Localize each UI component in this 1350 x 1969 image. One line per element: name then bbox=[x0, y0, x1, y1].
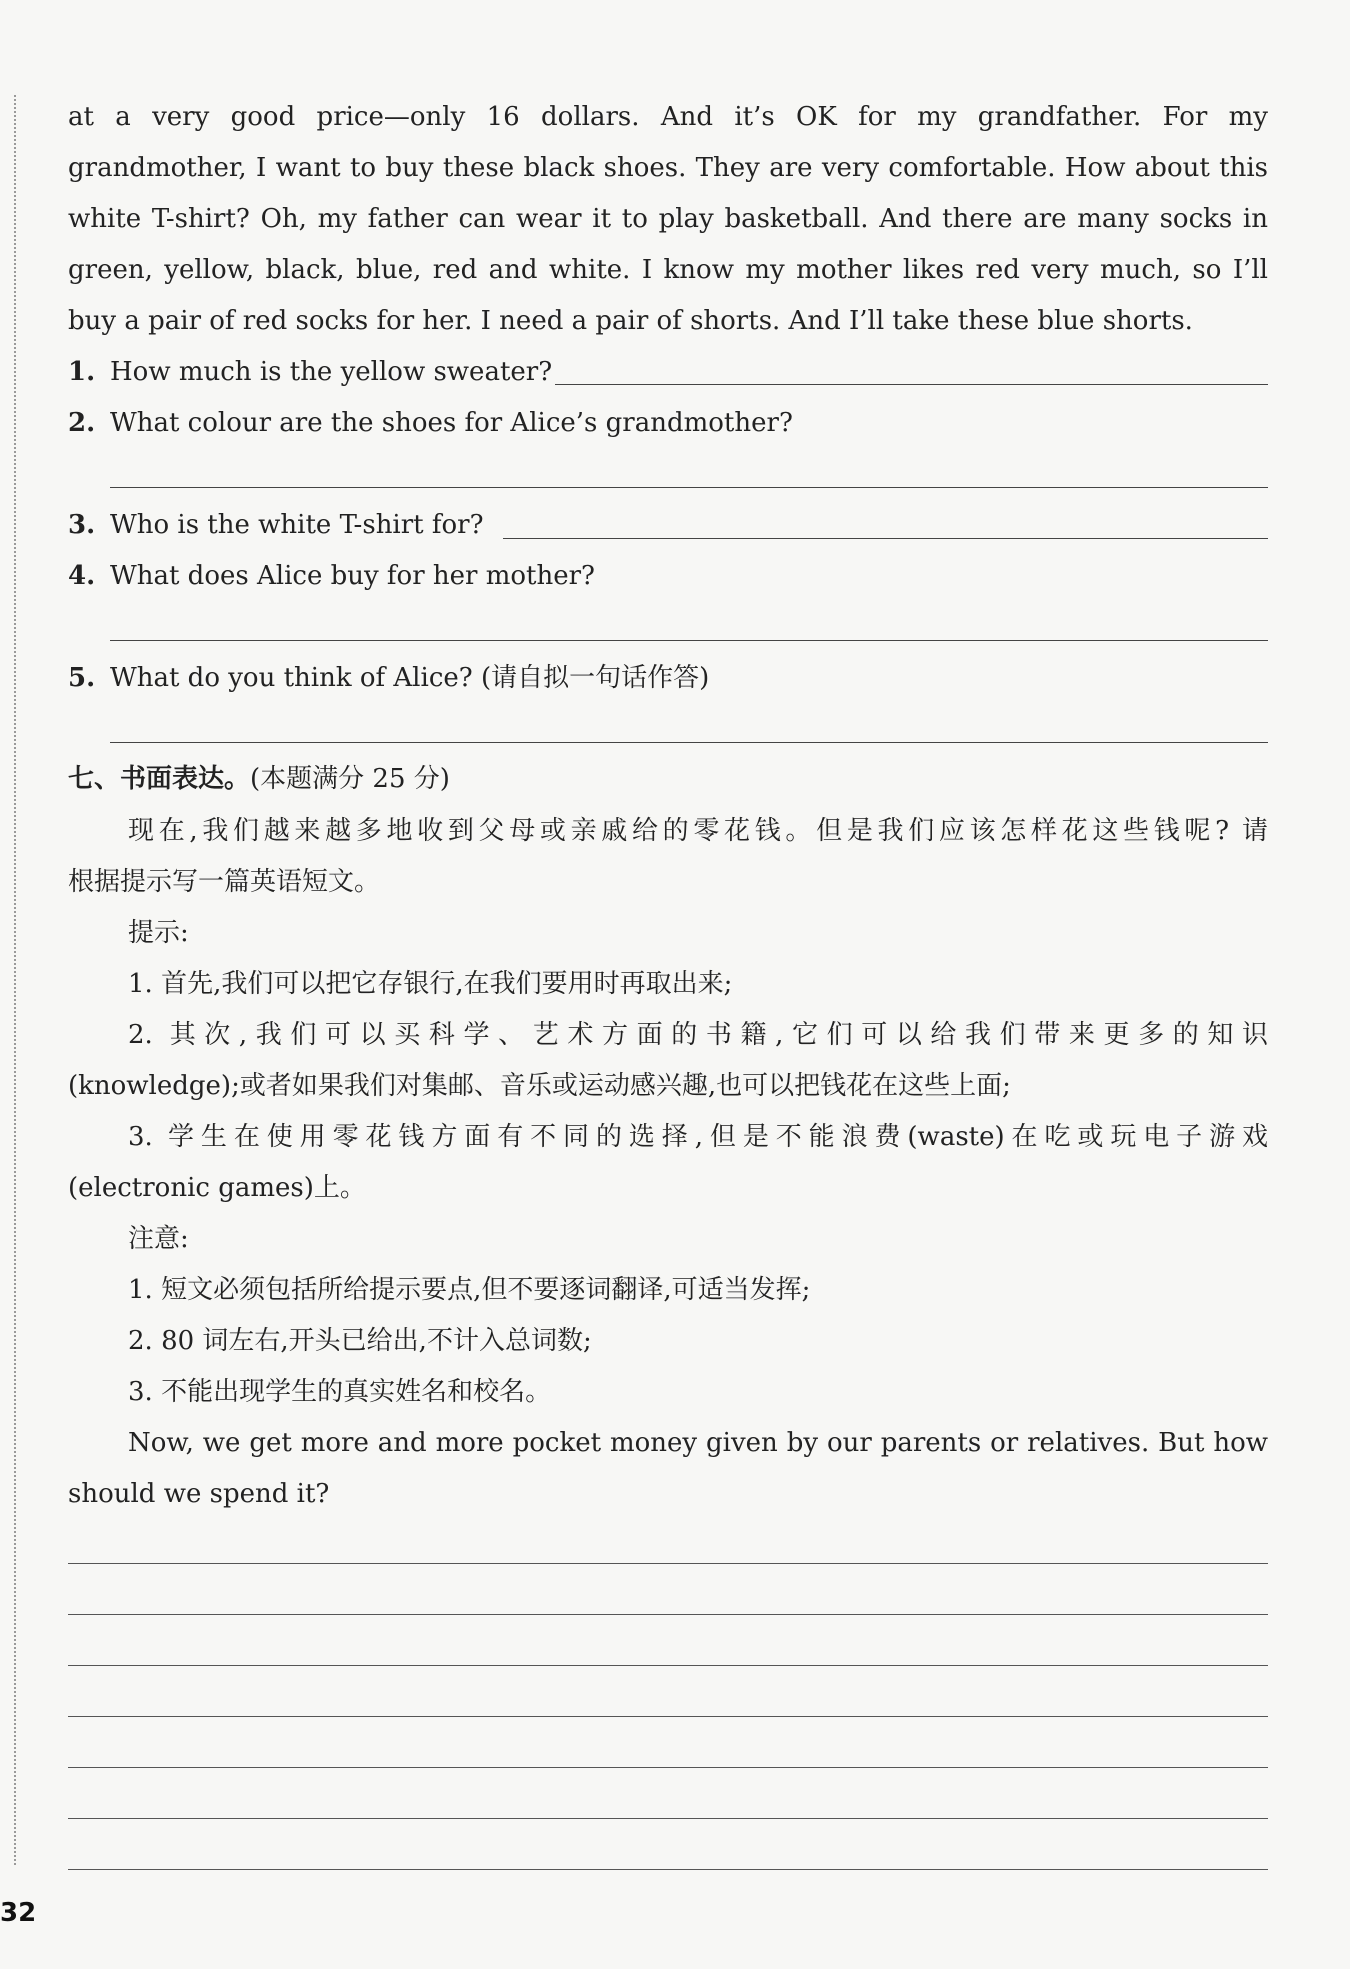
writing-line[interactable] bbox=[68, 1716, 1268, 1717]
question-3 bbox=[68, 500, 1268, 551]
hint-2a: 2. 其次,我们可以买科学、艺术方面的书籍,它们可以给我们带来更多的知识 bbox=[128, 1020, 1268, 1050]
note-3: 3. 不能出现学生的真实姓名和校名。 bbox=[128, 1377, 552, 1407]
page-number: 32 bbox=[0, 1898, 37, 1928]
opening-line-1: Now, we get more and more pocket money given by our parents or relatives. But how bbox=[128, 1428, 1268, 1458]
section-title: 七、书面表达。 bbox=[68, 764, 251, 794]
passage-line-1: at a very good price—only 16 dollars. And it’s OK for my grandfather. For my bbox=[68, 102, 1268, 132]
writing-line[interactable] bbox=[68, 1614, 1268, 1615]
note-1: 1. 短文必须包括所给提示要点,但不要逐词翻译,可适当发挥; bbox=[128, 1275, 811, 1305]
answer-line-3[interactable] bbox=[503, 538, 1268, 539]
question-text: What colour are the shoes for Alice’s grandmother? bbox=[110, 408, 793, 438]
writing-intro-1: 现在,我们越来越多地收到父母或亲戚给的零花钱。但是我们应该怎样花这些钱呢? 请 bbox=[128, 816, 1268, 846]
question-number: 1. bbox=[68, 357, 96, 387]
question-1 bbox=[68, 347, 1268, 398]
hints-label: 提示: bbox=[128, 918, 189, 948]
writing-line[interactable] bbox=[68, 1665, 1268, 1666]
answer-line-5[interactable] bbox=[110, 742, 1268, 743]
hint-2b: (knowledge);或者如果我们对集邮、音乐或运动感兴趣,也可以把钱花在这些上面; bbox=[68, 1071, 1011, 1101]
question-4 bbox=[68, 551, 1268, 602]
writing-line[interactable] bbox=[68, 1563, 1268, 1564]
note-2: 2. 80 词左右,开头已给出,不计入总词数; bbox=[128, 1326, 592, 1356]
question-number: 2. bbox=[68, 408, 96, 438]
question-number: 3. bbox=[68, 510, 96, 540]
passage-line-3: white T-shirt? Oh, my father can wear it to play basketball. And there are many socks in bbox=[68, 204, 1268, 234]
binding-margin bbox=[14, 95, 16, 1865]
question-2 bbox=[68, 398, 1268, 449]
question-number: 5. bbox=[68, 663, 96, 693]
writing-line[interactable] bbox=[68, 1869, 1268, 1870]
passage-line-5: buy a pair of red socks for her. I need a pair of shorts. And I’ll take these blue shorts. bbox=[68, 306, 1193, 336]
question-text: What do you think of Alice? (请自拟一句话作答) bbox=[110, 663, 710, 693]
passage-line-2: grandmother, I want to buy these black shoes. They are very comfortable. How about this bbox=[68, 153, 1268, 183]
question-text: What does Alice buy for her mother? bbox=[110, 561, 595, 591]
writing-intro-2: 根据提示写一篇英语短文。 bbox=[68, 867, 381, 897]
question-5 bbox=[68, 653, 1268, 704]
opening-line-2: should we spend it? bbox=[68, 1479, 330, 1509]
hint-3b: (electronic games)上。 bbox=[68, 1173, 366, 1203]
writing-line[interactable] bbox=[68, 1818, 1268, 1819]
question-text: Who is the white T-shirt for? bbox=[110, 510, 484, 540]
question-text: How much is the yellow sweater? bbox=[110, 357, 553, 387]
answer-line-1[interactable] bbox=[555, 384, 1268, 385]
passage-line-4: green, yellow, black, blue, red and white. I know my mother likes red very much, so I’ll bbox=[68, 255, 1268, 285]
writing-line[interactable] bbox=[68, 1767, 1268, 1768]
section-score: (本题满分 25 分) bbox=[250, 764, 450, 794]
hint-1: 1. 首先,我们可以把它存银行,在我们要用时再取出来; bbox=[128, 969, 733, 999]
answer-line-4[interactable] bbox=[110, 640, 1268, 641]
notes-label: 注意: bbox=[128, 1224, 189, 1254]
hint-3a: 3. 学生在使用零花钱方面有不同的选择,但是不能浪费(waste)在吃或玩电子游戏 bbox=[128, 1122, 1268, 1152]
answer-line-2[interactable] bbox=[110, 487, 1268, 488]
section-heading bbox=[68, 754, 1268, 805]
question-number: 4. bbox=[68, 561, 96, 591]
